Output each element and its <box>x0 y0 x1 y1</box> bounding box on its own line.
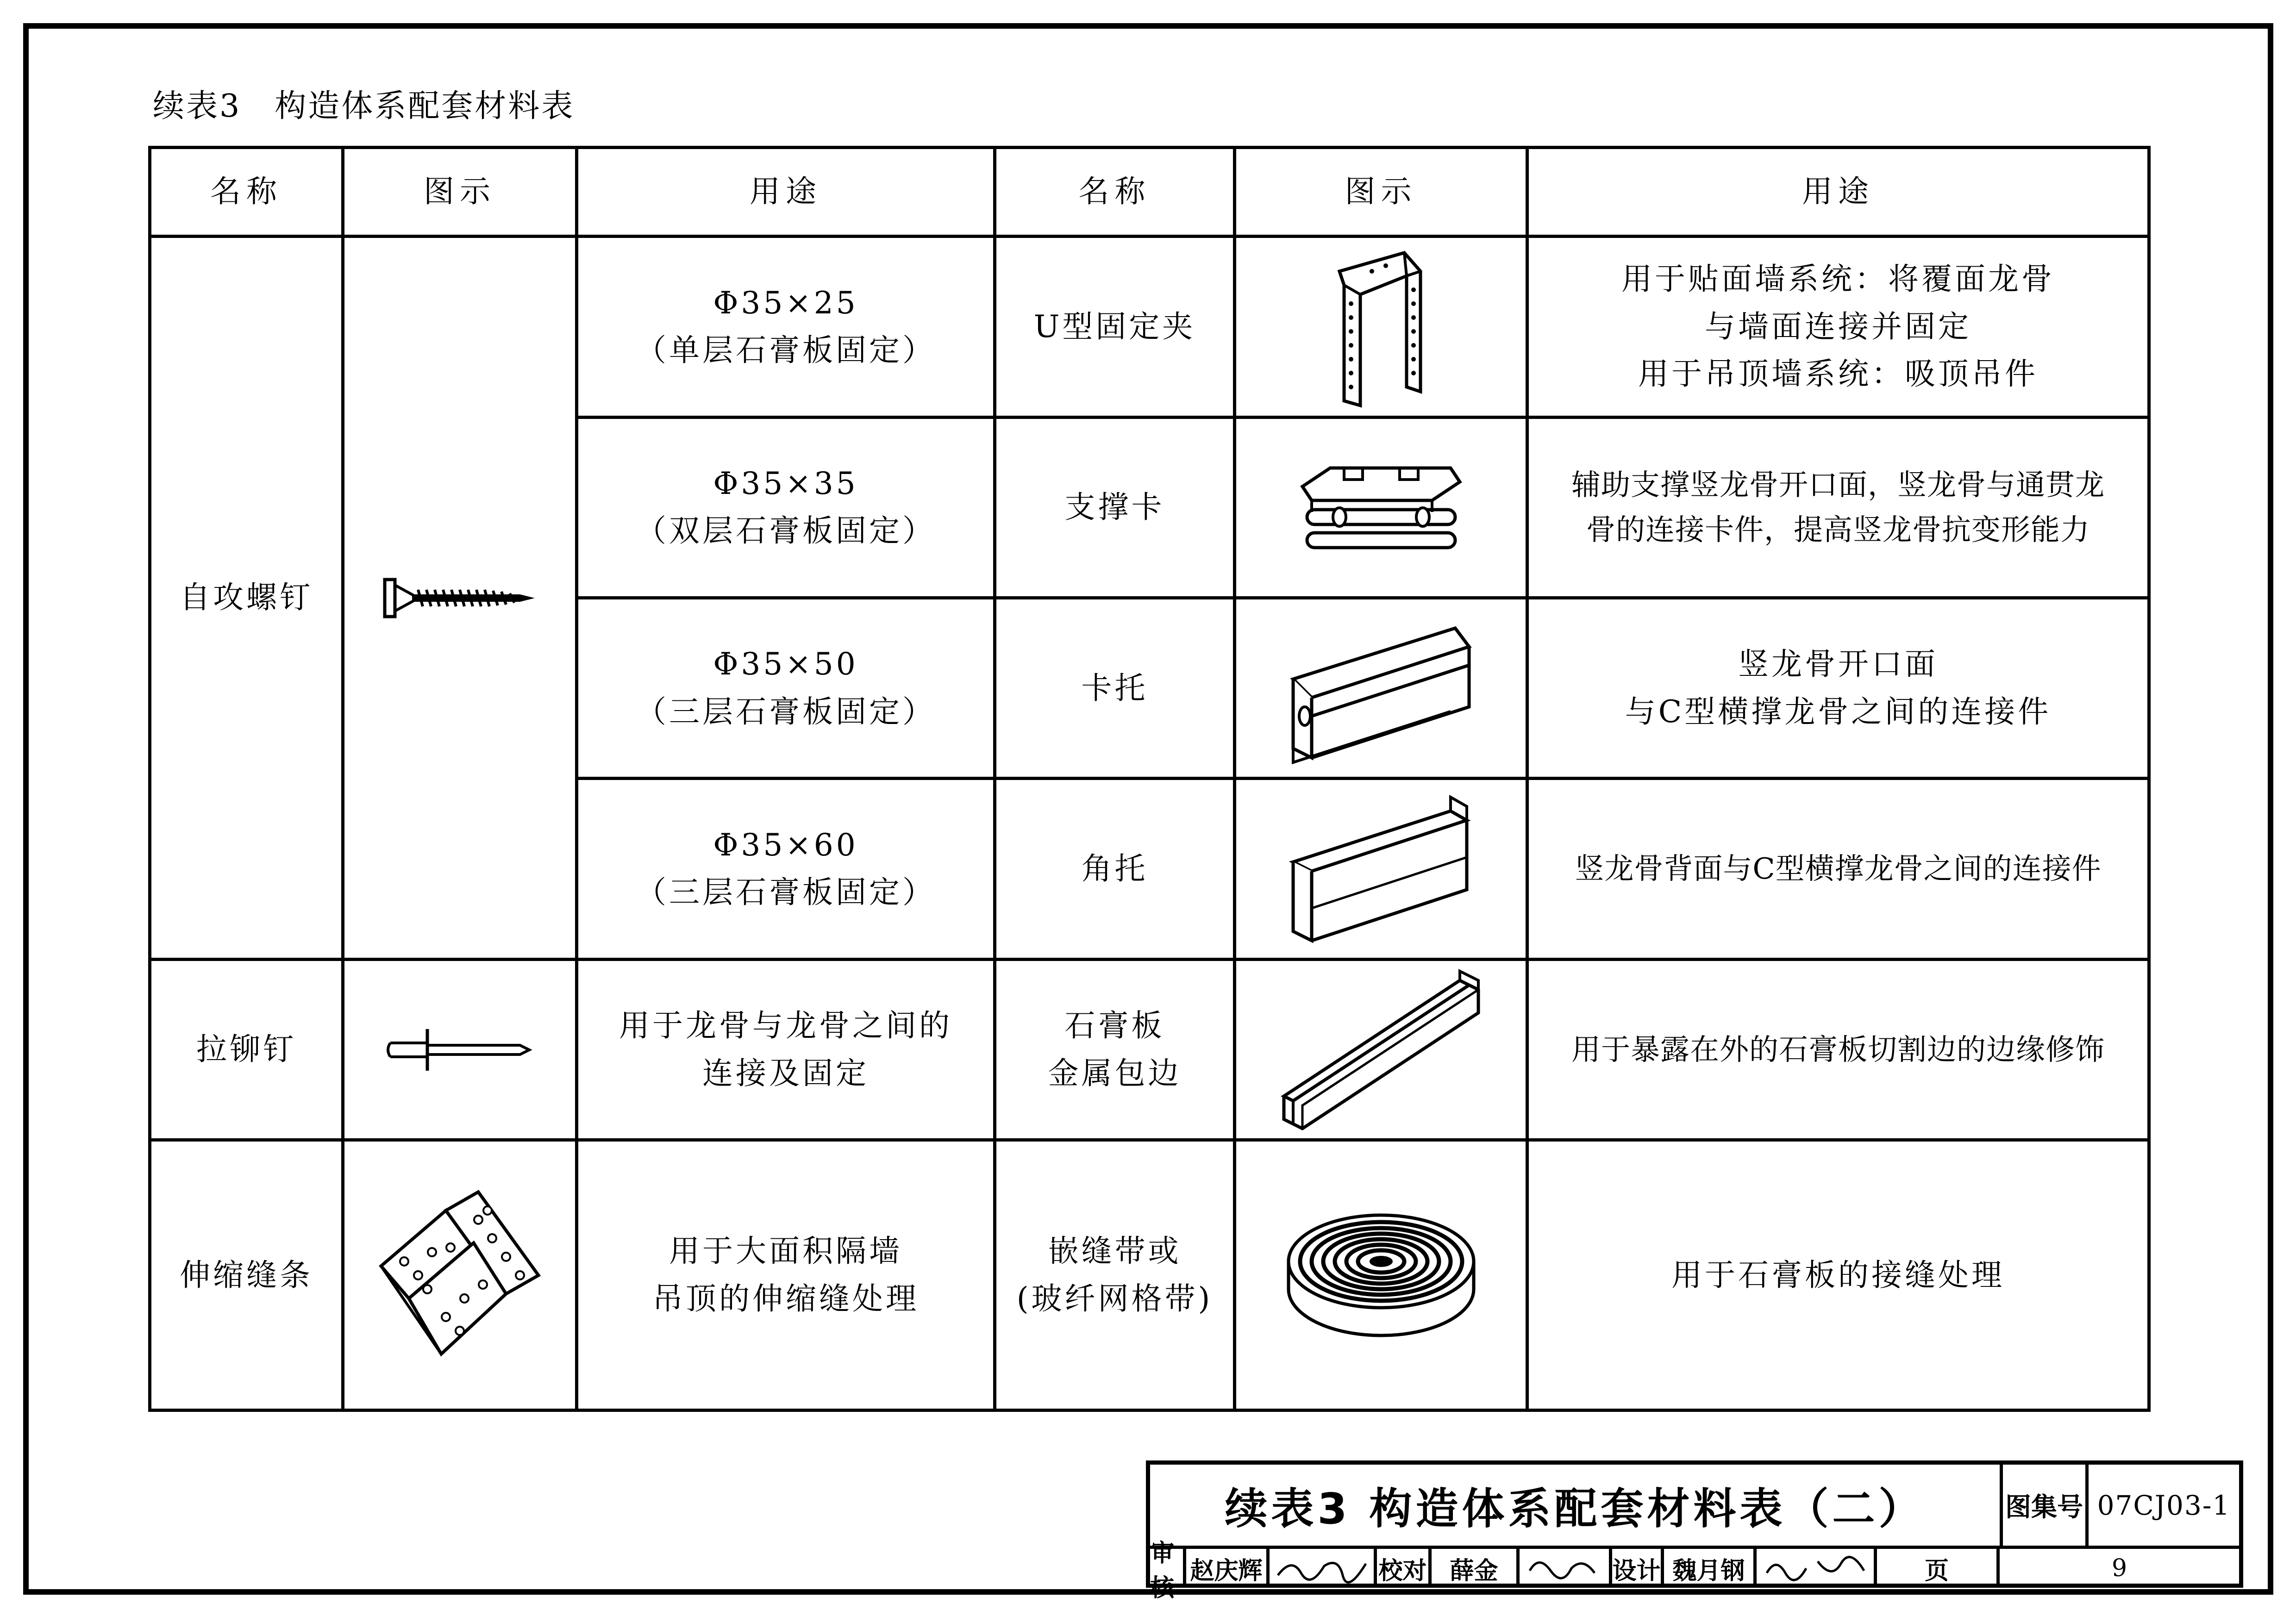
rivet-usage-line-1: 用于龙骨与龙骨之间的 <box>619 1008 952 1044</box>
header-usage-2: 用途 <box>1527 148 2149 237</box>
bracket-usage-line-2: 与C型横撑龙骨之间的连接件 <box>1625 693 2052 730</box>
edge-usage-line-1: 用于暴露在外的石膏板切割边的边缘修饰 <box>1571 1032 2105 1067</box>
tape-name-line-2: (玻纤网格带) <box>1016 1280 1213 1317</box>
edge-usage <box>1527 959 2149 1140</box>
reviewer-name: 赵庆辉 <box>1186 1549 1270 1588</box>
angle-usage-line-1: 竖龙骨背面与C型横撑龙骨之间的连接件 <box>1575 852 2102 886</box>
edge-name-line-1: 石膏板 <box>1064 1008 1165 1044</box>
edge-name-line-2: 金属包边 <box>1048 1055 1182 1091</box>
support-clip-icon <box>1293 454 1469 561</box>
screw-figure <box>343 237 577 960</box>
u-clip-name: U型固定夹 <box>995 237 1235 417</box>
expansion-joint-strip-icon <box>372 1183 548 1368</box>
screw-spec-3-size: Φ35×50 <box>713 646 858 682</box>
atlas-number: 07CJ03-1 <box>2097 1489 2231 1521</box>
page-label: 页 <box>1877 1549 2000 1588</box>
joint-usage-line-1: 用于大面积隔墙 <box>669 1233 902 1269</box>
brace-usage-line-2: 骨的连接卡件，提高竖龙骨抗变形能力 <box>1586 513 2090 547</box>
check-label: 校对 <box>1377 1549 1432 1588</box>
joint-usage-line-2: 吊顶的伸缩缝处理 <box>652 1280 919 1317</box>
tape-name <box>995 1140 1235 1410</box>
edge-name <box>995 959 1235 1140</box>
reviewer-signature-icon <box>1273 1552 1370 1585</box>
table-row <box>150 1140 2149 1410</box>
rivet-usage-line-2: 连接及固定 <box>702 1055 869 1091</box>
u-clip-figure <box>1235 237 1527 417</box>
page-number: 9 <box>2111 1554 2127 1582</box>
angle-usage <box>1527 779 2149 959</box>
screw-spec-4 <box>577 779 995 959</box>
bracket-figure <box>1235 598 1527 779</box>
angle-figure <box>1235 779 1527 959</box>
tape-name-line-1: 嵌缝带或 <box>1048 1233 1182 1269</box>
materials-table <box>148 146 2151 1412</box>
header-usage: 用途 <box>577 148 995 237</box>
screw-spec-4-note: （三层石膏板固定） <box>636 874 936 911</box>
screw-spec-3 <box>577 598 995 779</box>
screw-name: 自攻螺钉 <box>150 237 343 960</box>
review-label: 审核 <box>1150 1549 1186 1588</box>
atlas-number-label: 图集号 <box>2003 1465 2089 1546</box>
tape-usage-line-1: 用于石膏板的接缝处理 <box>1671 1257 2005 1293</box>
screw-spec-2-size: Φ35×35 <box>713 466 858 502</box>
joint-usage <box>577 1140 995 1410</box>
blind-rivet-icon <box>386 1024 534 1075</box>
u-clip-usage-line-2: 与墙面连接并固定 <box>1705 308 1971 344</box>
u-clip-usage-line-1: 用于贴面墙系统：将覆面龙骨 <box>1621 261 2055 297</box>
bracket-usage-line-1: 竖龙骨开口面 <box>1738 646 1938 682</box>
screw-spec-2 <box>577 417 995 598</box>
title-block-signatures <box>1150 1540 2239 1602</box>
header-name: 名称 <box>150 148 343 237</box>
u-clip-usage-line-3: 用于吊顶墙系统：吸顶吊件 <box>1638 356 2038 392</box>
screw-spec-4-size: Φ35×60 <box>713 827 858 863</box>
screw-spec-1-note: （单层石膏板固定） <box>636 332 936 368</box>
joint-name: 伸缩缝条 <box>150 1140 343 1410</box>
checker-signature <box>1520 1549 1612 1588</box>
header-figure: 图示 <box>343 148 577 237</box>
drawing-title: 续表3 构造体系配套材料表（二） <box>1150 1465 2003 1546</box>
rivet-figure <box>343 959 577 1140</box>
rivet-usage <box>577 959 995 1140</box>
u-clip-icon <box>1326 243 1437 410</box>
screw-spec-1-size: Φ35×25 <box>713 285 858 321</box>
rivet-name: 拉铆钉 <box>150 959 343 1140</box>
title-block-top <box>1150 1465 2239 1549</box>
card-bracket-icon <box>1284 610 1478 767</box>
screw-spec-2-note: （双层石膏板固定） <box>636 513 936 549</box>
bracket-usage <box>1527 598 2149 779</box>
self-tapping-screw-icon <box>381 570 538 626</box>
u-clip-usage <box>1527 237 2149 417</box>
brace-name: 支撑卡 <box>995 417 1235 598</box>
table-row <box>150 959 2149 1140</box>
checker-signature-icon <box>1525 1552 1604 1585</box>
screw-spec-1 <box>577 237 995 417</box>
design-label: 设计 <box>1612 1549 1664 1588</box>
brace-usage <box>1527 417 2149 598</box>
designer-signature-icon <box>1762 1552 1869 1585</box>
tape-usage <box>1527 1140 2149 1410</box>
brace-figure <box>1235 417 1527 598</box>
joint-figure <box>343 1140 577 1410</box>
joint-tape-roll-icon <box>1284 1206 1478 1345</box>
reviewer-signature <box>1270 1549 1377 1588</box>
metal-edge-trim-icon <box>1275 967 1488 1133</box>
screw-spec-3-note: （三层石膏板固定） <box>636 693 936 730</box>
table-caption: 续表3 构造体系配套材料表 <box>153 88 575 125</box>
header-figure-2: 图示 <box>1235 148 1527 237</box>
checker-name: 薛金 <box>1432 1549 1520 1588</box>
tape-figure <box>1235 1140 1527 1410</box>
header-name-2: 名称 <box>995 148 1235 237</box>
edge-figure <box>1235 959 1527 1140</box>
table-row <box>150 237 2149 417</box>
bracket-name: 卡托 <box>995 598 1235 779</box>
header-row <box>150 148 2149 237</box>
designer-signature <box>1757 1549 1877 1588</box>
title-block <box>1146 1460 2243 1602</box>
angle-bracket-icon <box>1284 792 1478 945</box>
angle-name: 角托 <box>995 779 1235 959</box>
brace-usage-line-1: 辅助支撑竖龙骨开口面，竖龙骨与通贯龙 <box>1571 468 2105 502</box>
designer-name: 魏月钢 <box>1664 1549 1757 1588</box>
